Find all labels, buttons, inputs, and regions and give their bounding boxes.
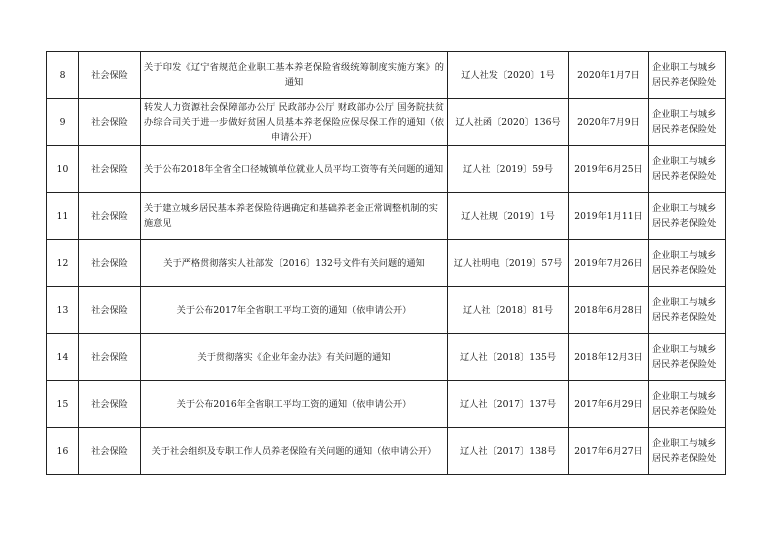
table-row bbox=[47, 240, 726, 287]
row-title-text: 关于印发《辽宁省规范企业职工基本养老保险省级统筹制度实施方案》的通知 bbox=[144, 62, 444, 88]
row-title bbox=[141, 52, 448, 99]
row-doc-number: 辽人社〔2018〕81号 bbox=[448, 287, 569, 334]
row-title-text: 关于公布2018年全省全口径城镇单位就业人员平均工资等有关问题的通知 bbox=[144, 163, 444, 175]
row-department: 企业职工与城乡居民养老保险处 bbox=[649, 428, 726, 475]
row-date: 2017年6月29日 bbox=[569, 381, 649, 428]
row-date: 2018年12月3日 bbox=[569, 334, 649, 381]
row-category: 社会保险 bbox=[79, 146, 141, 193]
row-category: 社会保险 bbox=[79, 381, 141, 428]
row-date: 2020年1月7日 bbox=[569, 52, 649, 99]
row-category: 社会保险 bbox=[79, 334, 141, 381]
row-number: 11 bbox=[47, 193, 79, 240]
row-category: 社会保险 bbox=[79, 428, 141, 475]
table-row bbox=[47, 99, 726, 146]
row-number: 13 bbox=[47, 287, 79, 334]
row-title bbox=[141, 287, 448, 334]
table-row bbox=[47, 381, 726, 428]
row-number: 8 bbox=[47, 52, 79, 99]
row-title-text: 关于公布2016年全省职工平均工资的通知（依申请公开） bbox=[176, 398, 412, 410]
row-doc-number: 辽人社〔2017〕137号 bbox=[448, 381, 569, 428]
row-date: 2019年7月26日 bbox=[569, 240, 649, 287]
row-department: 企业职工与城乡居民养老保险处 bbox=[649, 193, 726, 240]
row-doc-number: 辽人社〔2019〕59号 bbox=[448, 146, 569, 193]
row-number: 14 bbox=[47, 334, 79, 381]
row-date: 2020年7月9日 bbox=[569, 99, 649, 146]
row-date: 2017年6月27日 bbox=[569, 428, 649, 475]
row-title bbox=[141, 146, 448, 193]
row-category: 社会保险 bbox=[79, 193, 141, 240]
table-row bbox=[47, 52, 726, 99]
row-number: 16 bbox=[47, 428, 79, 475]
row-department: 企业职工与城乡居民养老保险处 bbox=[649, 287, 726, 334]
table-row bbox=[47, 287, 726, 334]
table-row bbox=[47, 428, 726, 475]
row-date: 2018年6月28日 bbox=[569, 287, 649, 334]
row-date: 2019年1月11日 bbox=[569, 193, 649, 240]
row-title bbox=[141, 99, 448, 146]
row-department: 企业职工与城乡居民养老保险处 bbox=[649, 240, 726, 287]
row-title bbox=[141, 334, 448, 381]
row-doc-number: 辽人社〔2017〕138号 bbox=[448, 428, 569, 475]
row-department: 企业职工与城乡居民养老保险处 bbox=[649, 52, 726, 99]
row-title bbox=[141, 193, 448, 240]
row-category: 社会保险 bbox=[79, 287, 141, 334]
row-title-text: 关于社会组织及专职工作人员养老保险有关问题的通知（依申请公开） bbox=[151, 445, 437, 457]
row-title-text: 关于严格贯彻落实人社部发〔2016〕132号文件有关问题的通知 bbox=[163, 257, 425, 269]
table-row bbox=[47, 334, 726, 381]
table-row bbox=[47, 193, 726, 240]
row-doc-number: 辽人社发〔2020〕1号 bbox=[448, 52, 569, 99]
policy-document-table bbox=[46, 51, 726, 475]
row-doc-number: 辽人社规〔2019〕1号 bbox=[448, 193, 569, 240]
row-title bbox=[141, 428, 448, 475]
row-category: 社会保险 bbox=[79, 52, 141, 99]
row-title-text: 关于公布2017年全省职工平均工资的通知（依申请公开） bbox=[176, 304, 412, 316]
row-category: 社会保险 bbox=[79, 240, 141, 287]
row-number: 10 bbox=[47, 146, 79, 193]
row-department: 企业职工与城乡居民养老保险处 bbox=[649, 99, 726, 146]
row-number: 15 bbox=[47, 381, 79, 428]
row-title-text: 转发人力资源社会保障部办公厅 民政部办公厅 财政部办公厅 国务院扶贫办综合司关于进一步做好贫困人员基本养老保险应保尽保工作的通知（依申请公开） bbox=[144, 101, 444, 143]
row-title bbox=[141, 381, 448, 428]
row-doc-number: 辽人社〔2018〕135号 bbox=[448, 334, 569, 381]
row-title-text: 关于贯彻落实《企业年金办法》有关问题的通知 bbox=[197, 351, 391, 363]
row-title bbox=[141, 240, 448, 287]
row-department: 企业职工与城乡居民养老保险处 bbox=[649, 146, 726, 193]
row-number: 9 bbox=[47, 99, 79, 146]
row-category: 社会保险 bbox=[79, 99, 141, 146]
row-department: 企业职工与城乡居民养老保险处 bbox=[649, 334, 726, 381]
row-doc-number: 辽人社明电〔2019〕57号 bbox=[448, 240, 569, 287]
row-title-text: 关于建立城乡居民基本养老保险待遇确定和基础养老金正常调整机制的实施意见 bbox=[144, 203, 438, 229]
row-doc-number: 辽人社函〔2020〕136号 bbox=[448, 99, 569, 146]
row-department: 企业职工与城乡居民养老保险处 bbox=[649, 381, 726, 428]
row-number: 12 bbox=[47, 240, 79, 287]
table-row bbox=[47, 146, 726, 193]
row-date: 2019年6月25日 bbox=[569, 146, 649, 193]
